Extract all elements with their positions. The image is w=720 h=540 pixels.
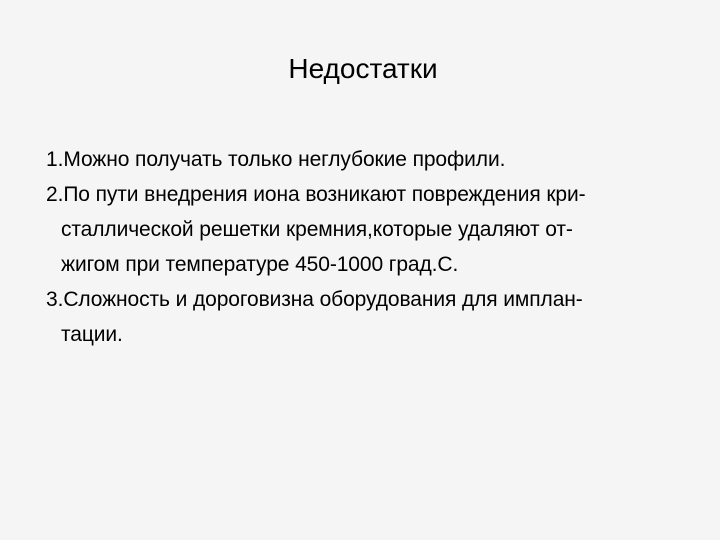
list-item-2-line-2: сталлической решетки кремния,которые удаляют от- (61, 218, 573, 241)
list-item-3-line-1: 3.Сложность и дороговизна оборудования для имплан- (46, 288, 583, 311)
list-item-3-line-2: тации. (61, 323, 123, 346)
list-item-1: 1.Можно получать только неглубокие профили. (46, 148, 506, 171)
slide-title: Недостатки (288, 53, 438, 84)
list-item-2-line-1: 2.По пути внедрения иона возникают повреждения кри- (46, 183, 586, 206)
list-item-2-line-3: жигом при температуре 450-1000 град.С. (61, 253, 459, 276)
slide-body (46, 142, 686, 352)
